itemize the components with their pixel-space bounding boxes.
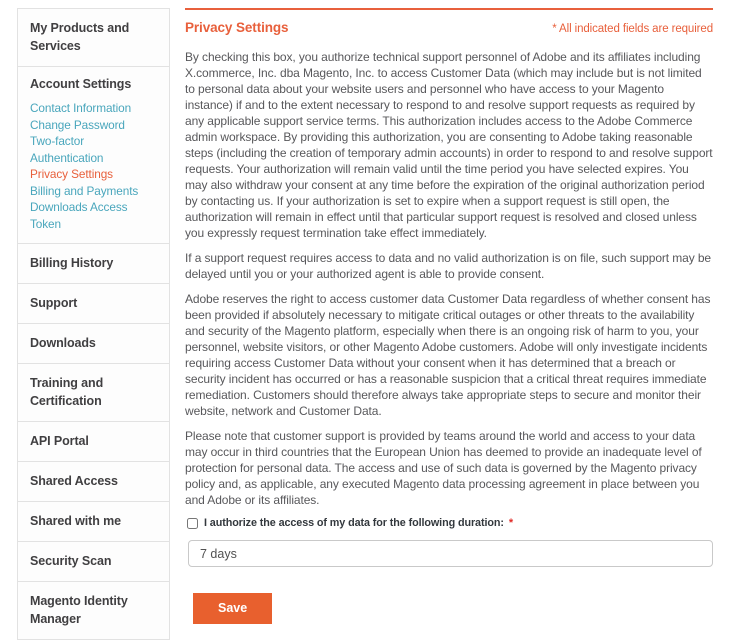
page-title: Privacy Settings	[185, 20, 289, 35]
sidebar-item-magento-identity-manager[interactable]	[18, 581, 169, 639]
sidebar-item-label: Magento Identity Manager	[30, 594, 128, 626]
sidebar-item-label: Shared with me	[30, 514, 121, 528]
sidebar-item-training-and-certification[interactable]	[18, 363, 169, 421]
sidebar-link-contact-information[interactable]: Contact Information	[30, 101, 132, 115]
sidebar-item-api-portal[interactable]	[18, 421, 169, 461]
privacy-paragraph-3: Adobe reserves the right to access customer data Customer Data regardless of whether consent has been provided if absolutely necessary to mitigate critical outages or other threats to the availability and security of the Magento platform, especially when there is an ongoing risk of harm to you, your personnel, website visitors, or other Magento Adobe customers. Adobe will only investigate incidents requiring access Customer Data without your consent when it has determined that a breach or security incident has occurred or has a reasonable suspicion that a critical threat requires immediate remediation. Customers should therefore always take appropriate steps to secure and monitor their website, network and Customer Data.	[185, 292, 711, 418]
privacy-settings-panel	[185, 8, 713, 624]
privacy-paragraph-1: By checking this box, you authorize technical support personnel of Adobe and its affiliates including X.commerce, Inc. dba Magento, Inc. to access Customer Data (which may include but is not limited to personal data about your website users and personnel who have access to your Magento instance) if and to the extent necessary to respond to and resolve support requests as required by any applicable support service terms. This authorization includes access to the Adobe Commerce admin workspace. By providing this authorization, you are consenting to Adobe taking reasonable steps (including the creation of temporary admin accounts) in order to respond to and resolve support requests. Your authorization will remain valid until the time period you have selected expires. You may also withdraw your consent at any time before the expiration of the original authorization period by contacting us. If your authorization is set to expire when a support request is still open, the authorization will remain in effect until that particular support request is resolved and closed unless you expressly request termination take effect immediately.	[185, 50, 713, 240]
duration-select[interactable]	[188, 540, 713, 567]
sidebar-item-label: My Products and Services	[30, 21, 130, 53]
sidebar-item-support[interactable]	[18, 283, 169, 323]
sidebar-item-account-settings[interactable]: Account Settings	[30, 77, 132, 91]
sidebar-item-shared-with-me[interactable]	[18, 501, 169, 541]
privacy-paragraph-4: Please note that customer support is provided by teams around the world and access to your data may occur in third countries that the European Union has deemed to provide an inadequate level of protection for personal data. The access and use of such data is governed by the Magento privacy policy and, as applicable, any executed Magento data processing agreement in place between you and Adobe or its affiliates.	[185, 429, 702, 507]
consent-row	[185, 517, 713, 529]
duration-select-value: 7 days	[200, 546, 237, 561]
account-settings-links	[30, 100, 157, 232]
sidebar-item-label: Training and Certification	[30, 376, 104, 408]
required-asterisk: *	[508, 517, 514, 529]
save-button[interactable]: Save	[193, 593, 272, 624]
sidebar-item-billing-history[interactable]	[18, 243, 169, 283]
content-header	[185, 20, 713, 35]
sidebar-link-change-password[interactable]: Change Password	[30, 117, 125, 132]
sidebar-item-label: API Portal	[30, 434, 89, 448]
sidebar-link-billing-and-payments[interactable]: Billing and Payments	[30, 183, 139, 198]
sidebar-item-label: Shared Access	[30, 474, 118, 488]
sidebar-link-two-factor-authentication[interactable]: Two-factor Authentication	[30, 134, 104, 165]
sidebar-item-label: Downloads	[30, 336, 96, 350]
sidebar-link-downloads-access-token[interactable]: Downloads Access Token	[30, 200, 128, 231]
sidebar-link-privacy-settings[interactable]: Privacy Settings	[30, 167, 113, 181]
sidebar-item-label: Support	[30, 296, 78, 310]
sidebar-item-my-products-and-services[interactable]	[18, 9, 169, 66]
sidebar-section-account-settings	[18, 66, 169, 243]
privacy-paragraph-2: If a support request requires access to data and no valid authorization is on file, such support may be delayed until you or your authorized agent is able to provide consent.	[185, 251, 712, 281]
required-fields-note: * All indicated fields are required	[552, 23, 713, 35]
sidebar-item-label: Security Scan	[30, 554, 112, 568]
sidebar-item-label: Billing History	[30, 256, 114, 270]
sidebar	[17, 8, 170, 640]
authorize-access-checkbox[interactable]	[187, 518, 198, 529]
authorize-access-label[interactable]: I authorize the access of my data for the following duration:	[204, 517, 504, 529]
sidebar-item-shared-access[interactable]	[18, 461, 169, 501]
sidebar-item-security-scan[interactable]	[18, 541, 169, 581]
sidebar-item-downloads[interactable]	[18, 323, 169, 363]
